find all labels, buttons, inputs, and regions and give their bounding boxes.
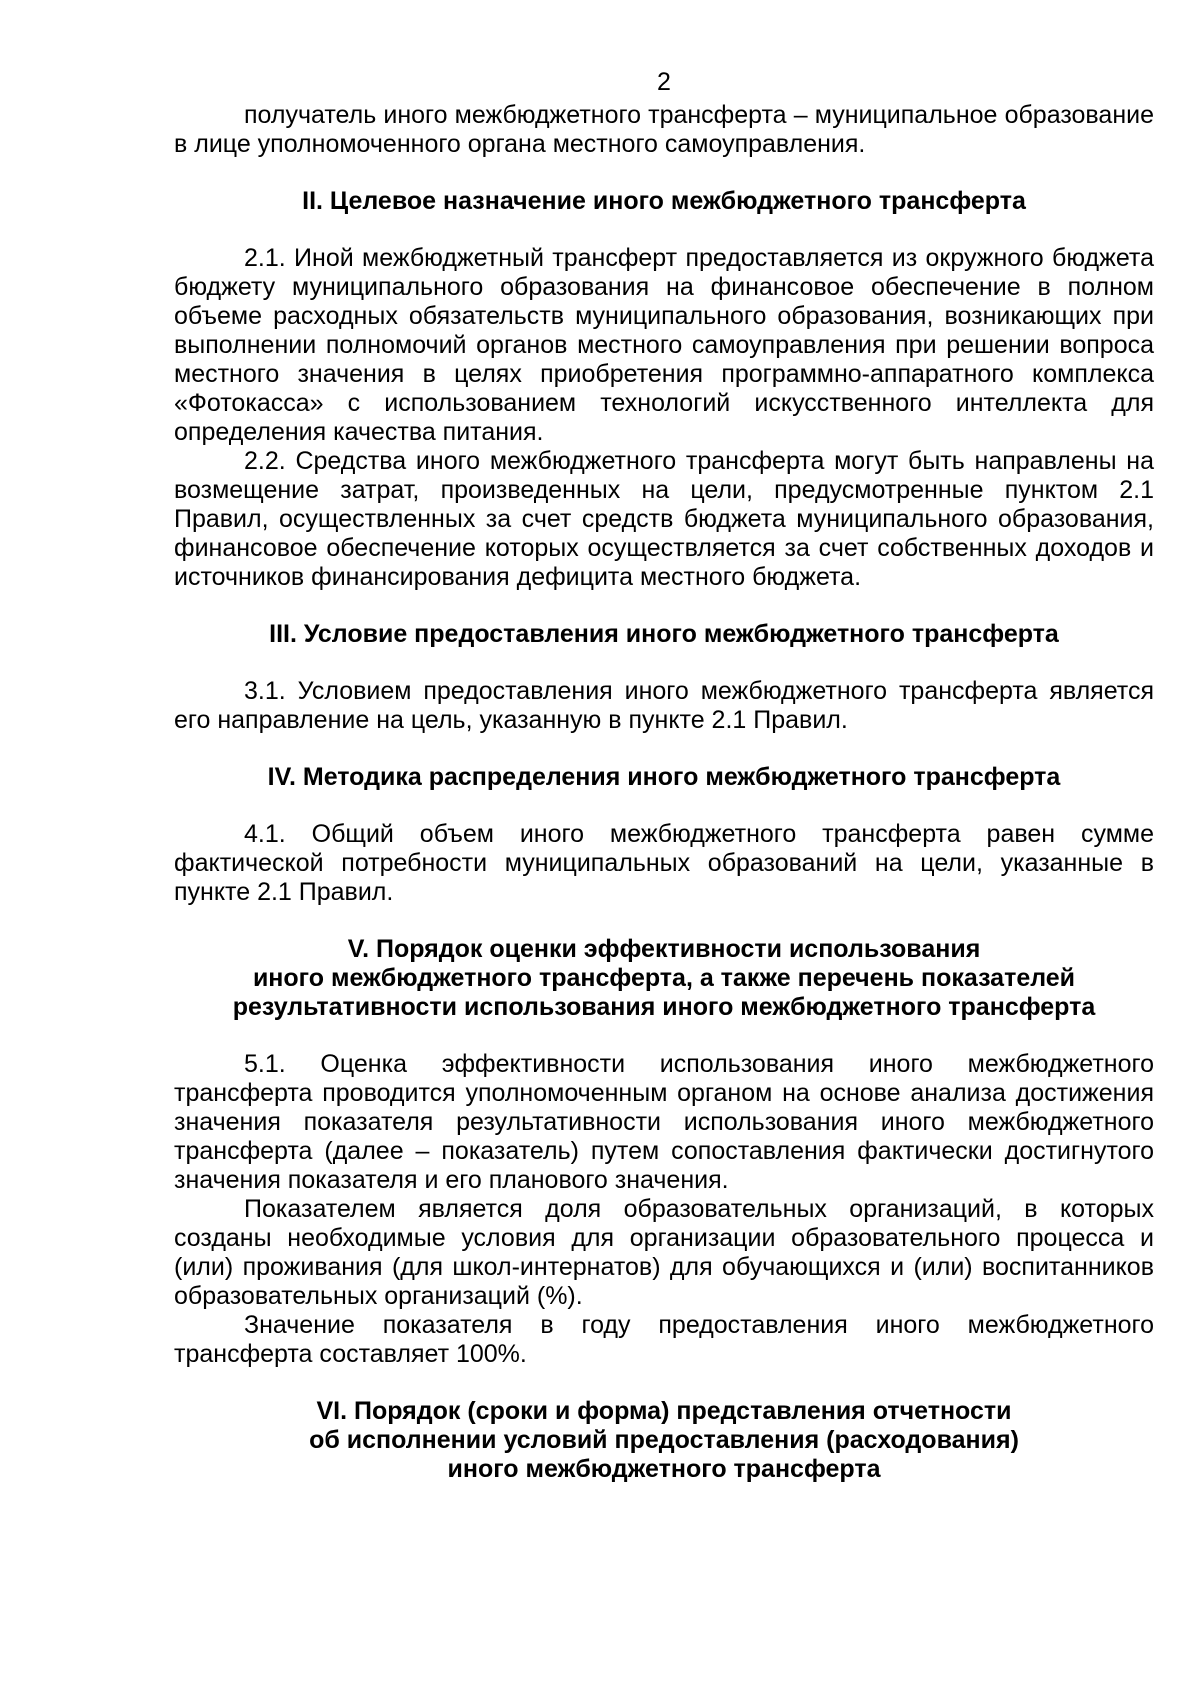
section-5-paragraph-1: 5.1. Оценка эффективности использования иного межбюджетного трансферта проводится уполномоченным органом на основе анализа достижения значения показателя результативности использования иного межбюджетного трансферта (далее – показатель) путем сопоставления фактически достигнутого значения показателя и его планового значения. (174, 1050, 1154, 1194)
section-5-heading-line-1: V. Порядок оценки эффективности использования (347, 935, 981, 963)
page-number: 2 (657, 68, 671, 96)
section-6-heading-line-2: об исполнении условий предоставления (расходования) (309, 1426, 1019, 1454)
section-3-paragraph-1: 3.1. Условием предоставления иного межбюджетного трансферта является его направление на цель, указанную в пункте 2.1 Правил. (174, 677, 1154, 734)
section-5-paragraph-2: Показателем является доля образовательных организаций, в которых созданы необходимые условия для организации образовательного процесса и (или) проживания (для школ-интернатов) для обучающихся и (или) воспитанников образовательных организаций (%). (174, 1195, 1154, 1310)
section-5-heading (174, 935, 1154, 1022)
section-4-paragraph-1: 4.1. Общий объем иного межбюджетного трансферта равен сумме фактической потребности муниципальных образований на цели, указанные в пункте 2.1 Правил. (174, 820, 1154, 906)
section-6-heading-line-3: иного межбюджетного трансферта (447, 1455, 881, 1483)
intro-paragraph: получатель иного межбюджетного трансферта – муниципальное образование в лице уполномоченного органа местного самоуправления. (174, 101, 1154, 158)
section-6-heading-line-1: VI. Порядок (сроки и форма) представления отчетности (316, 1397, 1012, 1425)
section-4-heading: IV. Методика распределения иного межбюджетного трансферта (267, 763, 1061, 791)
section-2-paragraph-1: 2.1. Иной межбюджетный трансферт предоставляется из окружного бюджета бюджету муниципального образования на финансовое обеспечение в полном объеме расходных обязательств муниципального образования, возникающих при выполнении полномочий органов местного самоуправления при решении вопроса местного значения в целях приобретения программно-аппаратного комплекса «Фотокасса» с использованием технологий искусственного интеллекта для определения качества питания. (174, 244, 1154, 446)
section-5-heading-line-3: результативности использования иного межбюджетного трансферта (232, 993, 1096, 1021)
section-2-paragraph-2: 2.2. Средства иного межбюджетного трансферта могут быть направлены на возмещение затрат, произведенных на цели, предусмотренные пунктом 2.1 Правил, осуществленных за счет средств бюджета муниципального образования, финансовое обеспечение которых осуществляется за счет собственных доходов и источников финансирования дефицита местного бюджета. (174, 447, 1154, 591)
section-5-heading-line-2: иного межбюджетного трансферта, а также перечень показателей (252, 964, 1076, 992)
section-5-paragraph-3: Значение показателя в году предоставления иного межбюджетного трансферта составляет 100%. (174, 1311, 1154, 1368)
document-page (174, 68, 1154, 1512)
section-3-heading: III. Условие предоставления иного межбюджетного трансферта (269, 620, 1059, 648)
section-2-heading: II. Целевое назначение иного межбюджетного трансферта (302, 187, 1026, 215)
section-6-heading (174, 1397, 1154, 1484)
